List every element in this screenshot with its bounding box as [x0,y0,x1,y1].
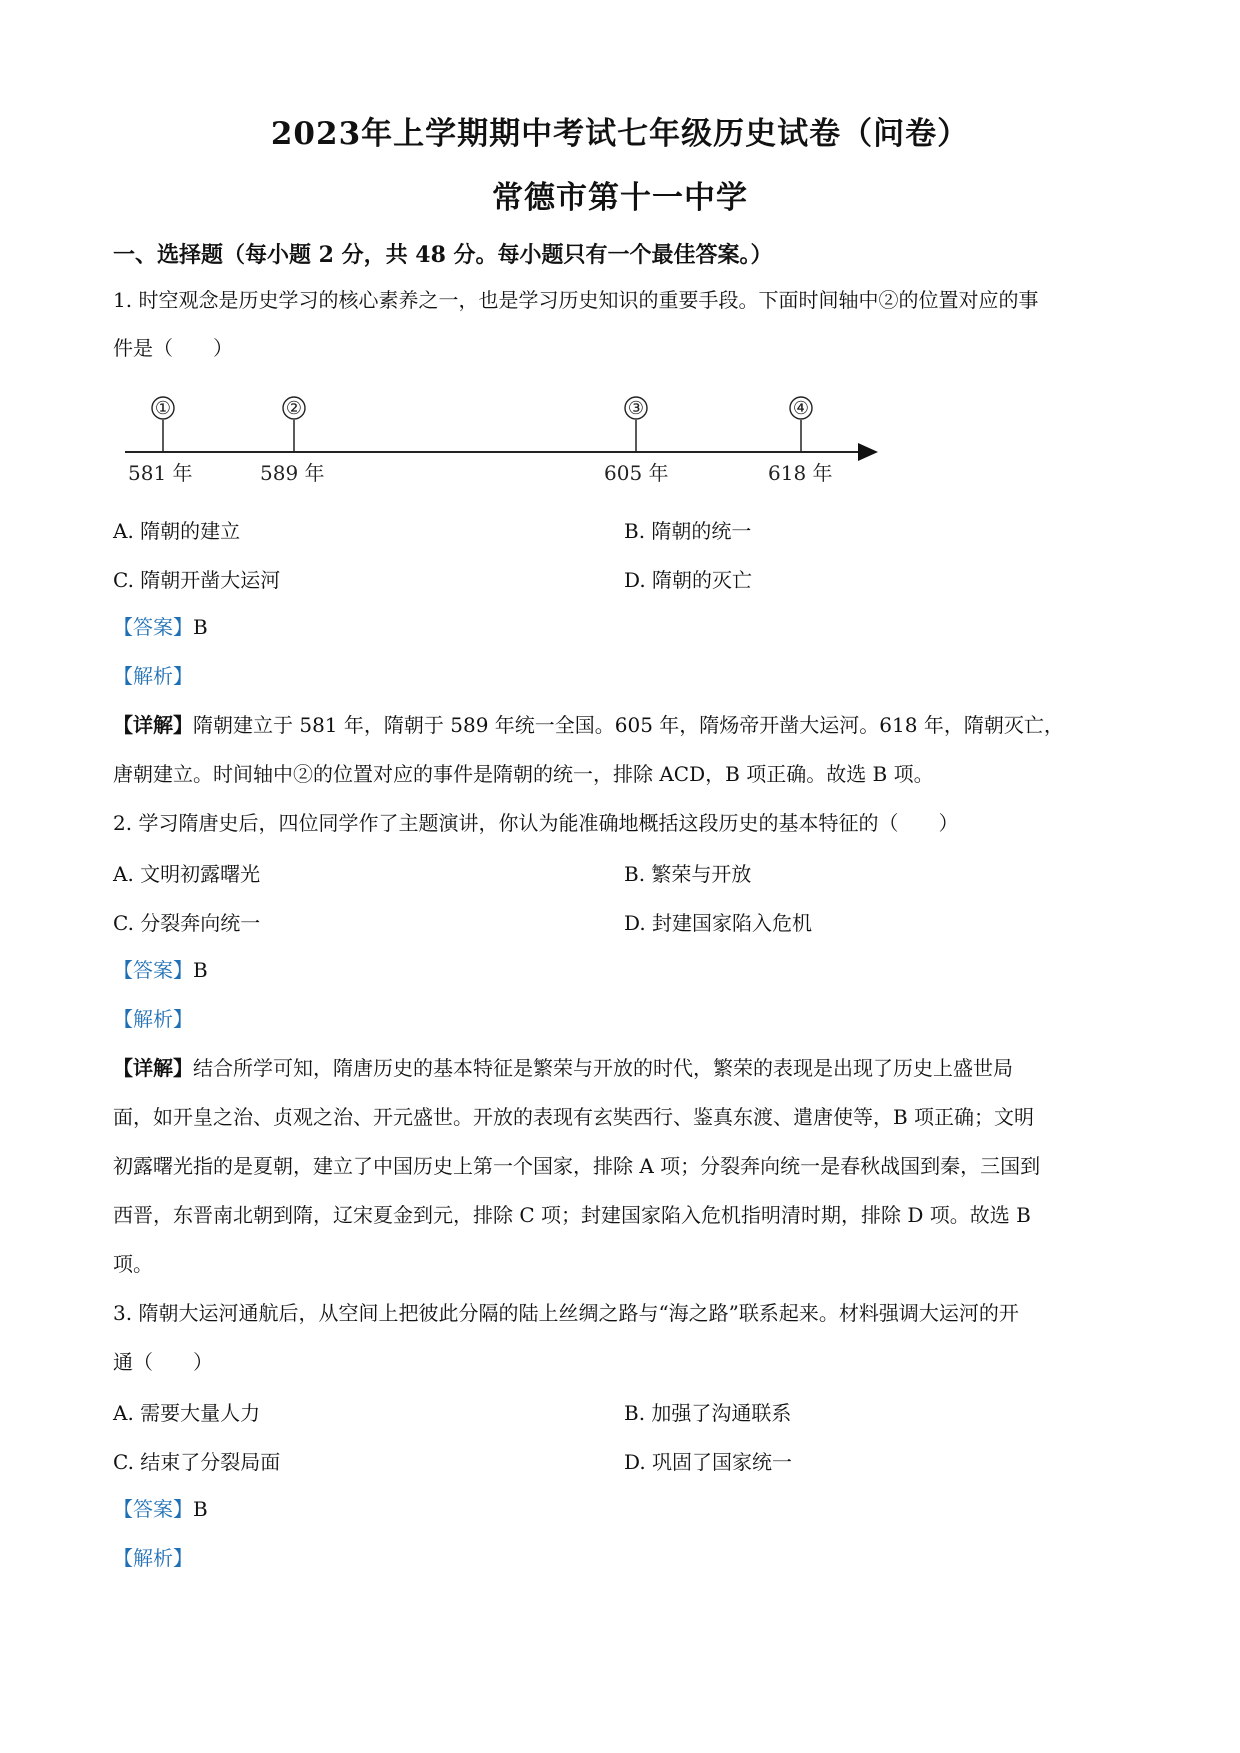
q2-option-b: B. 繁荣与开放 [624,862,752,886]
answer-tag: 【答案】 [113,958,193,982]
detail-text: 结合所学可知，隋唐历史的基本特征是繁荣与开放的时代，繁荣的表现是出现了历史上盛世局 [193,1056,1013,1080]
timeline-year-581: 581 年 [128,461,193,485]
answer-tag: 【答案】 [113,615,193,639]
q2-detail-line3: 初露曙光指的是夏朝，建立了中国历史上第一个国家，排除 A 项；分裂奔向统一是春秋战国到秦，三国到 [113,1154,1041,1178]
q3-option-b: B. 加强了沟通联系 [624,1401,792,1425]
svg-text:④: ④ [792,398,810,419]
timeline-marker-3 [604,397,669,485]
q3-option-d: D. 巩固了国家统一 [624,1450,793,1474]
q2-detail-line5: 项。 [113,1252,153,1276]
q1-option-c: C. 隋朝开凿大运河 [113,568,281,592]
svg-text:②: ② [285,398,303,419]
q1-answer [113,613,1133,641]
timeline-year-589: 589 年 [260,461,325,485]
timeline-marker-4 [768,397,833,485]
q3-stem-line1: 3. 隋朝大运河通航后，从空间上把彼此分隔的陆上丝绸之路与“海之路”联系起来。材料强调大运河的开 [113,1301,1019,1325]
q2-option-a: A. 文明初露曙光 [113,862,261,886]
q2-answer [113,956,1133,984]
timeline-year-605: 605 年 [604,461,669,485]
timeline-arrow-icon [858,443,878,461]
q2-analysis-tag: 【解析】 [113,1007,193,1031]
school-name: 常德市第十一中学 [492,180,748,216]
answer-value: B [193,958,208,982]
answer-value: B [193,1497,208,1521]
detail-tag: 【详解】 [113,713,193,737]
q1-analysis-tag: 【解析】 [113,664,193,688]
section-heading: 一、选择题（每小题 2 分，共 48 分。每小题只有一个最佳答案。） [113,242,773,268]
exam-title: 2023年上学期期中考试七年级历史试卷（问卷） [270,116,970,152]
q3-option-c: C. 结束了分裂局面 [113,1450,281,1474]
q2-detail-line4: 西晋，东晋南北朝到隋，辽宋夏金到元，排除 C 项；封建国家陷入危机指明清时期，排除 D 项。故选 B [113,1203,1031,1227]
q1-option-a: A. 隋朝的建立 [113,519,241,543]
q3-option-a: A. 需要大量人力 [113,1401,261,1425]
q1-detail-line2: 唐朝建立。时间轴中②的位置对应的事件是隋朝的统一，排除 ACD，B 项正确。故选 B 项。 [113,762,934,786]
q1-detail-line1 [113,711,1133,739]
timeline-marker-2 [260,397,325,485]
q3-answer [113,1495,1133,1523]
timeline-figure [110,390,890,490]
q2-detail-line2: 面，如开皇之治、贞观之治、开元盛世。开放的表现有玄奘西行、鉴真东渡、遣唐使等，B 项正确；文明 [113,1105,1035,1129]
timeline-marker-1 [128,397,193,485]
q1-stem-line2: 件是（ ） [113,336,233,360]
q1-stem-line1: 1. 时空观念是历史学习的核心素养之一，也是学习历史知识的重要手段。下面时间轴中②的位置对应的事 [113,288,1039,312]
q3-analysis-tag: 【解析】 [113,1546,193,1570]
timeline-year-618: 618 年 [768,461,833,485]
q2-option-d: D. 封建国家陷入危机 [624,911,813,935]
q2-option-c: C. 分裂奔向统一 [113,911,261,935]
q1-option-d: D. 隋朝的灭亡 [624,568,753,592]
q3-stem-line2: 通（ ） [113,1350,213,1374]
detail-tag: 【详解】 [113,1056,193,1080]
q1-option-b: B. 隋朝的统一 [624,519,752,543]
svg-text:①: ① [154,398,172,419]
detail-text: 隋朝建立于 581 年，隋朝于 589 年统一全国。605 年，隋炀帝开凿大运河。618 年，隋朝灭亡， [193,713,1064,737]
answer-tag: 【答案】 [113,1497,193,1521]
q2-detail-line1 [113,1054,1133,1082]
q2-stem-line1: 2. 学习隋唐史后，四位同学作了主题演讲，你认为能准确地概括这段历史的基本特征的（ ） [113,811,959,835]
answer-value: B [193,615,208,639]
svg-text:③: ③ [627,398,645,419]
